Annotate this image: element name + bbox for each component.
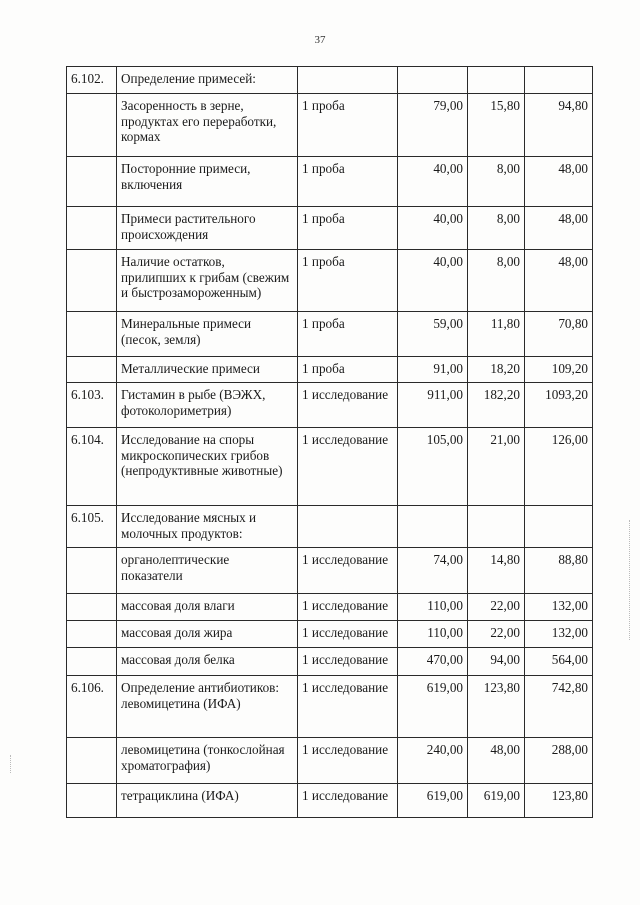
item-price: 619,00 bbox=[398, 784, 468, 818]
item-unit: 1 исследование bbox=[298, 428, 398, 506]
table-row bbox=[67, 207, 593, 250]
item-unit: 1 проба bbox=[298, 357, 398, 383]
table-row bbox=[67, 250, 593, 312]
item-vat: 21,00 bbox=[468, 428, 525, 506]
item-vat: 15,80 bbox=[468, 94, 525, 157]
item-name: Определение примесей: bbox=[117, 67, 298, 94]
item-total: 109,20 bbox=[525, 357, 593, 383]
item-number bbox=[67, 250, 117, 312]
table-row bbox=[67, 67, 593, 94]
item-vat: 22,00 bbox=[468, 594, 525, 621]
item-price: 105,00 bbox=[398, 428, 468, 506]
item-unit: 1 исследование bbox=[298, 383, 398, 428]
item-name: левомицетина (тонкослойная хроматография) bbox=[117, 738, 298, 784]
item-unit: 1 исследование bbox=[298, 738, 398, 784]
item-price: 110,00 bbox=[398, 594, 468, 621]
item-total: 132,00 bbox=[525, 594, 593, 621]
item-number bbox=[67, 312, 117, 357]
item-unit: 1 исследование bbox=[298, 548, 398, 594]
item-number bbox=[67, 648, 117, 676]
item-number: 6.102. bbox=[67, 67, 117, 94]
item-unit: 1 исследование bbox=[298, 784, 398, 818]
item-total: 48,00 bbox=[525, 207, 593, 250]
item-number: 6.105. bbox=[67, 506, 117, 548]
table-row bbox=[67, 676, 593, 738]
item-vat: 182,20 bbox=[468, 383, 525, 428]
item-price: 470,00 bbox=[398, 648, 468, 676]
table-row bbox=[67, 312, 593, 357]
table-row bbox=[67, 94, 593, 157]
item-total: 132,00 bbox=[525, 621, 593, 648]
item-number bbox=[67, 594, 117, 621]
item-number bbox=[67, 621, 117, 648]
item-name: Минеральные примеси (песок, земля) bbox=[117, 312, 298, 357]
item-name: Посторонние примеси, включения bbox=[117, 157, 298, 207]
item-price bbox=[398, 67, 468, 94]
item-total: 48,00 bbox=[525, 157, 593, 207]
item-total: 123,80 bbox=[525, 784, 593, 818]
item-unit bbox=[298, 506, 398, 548]
item-vat: 11,80 bbox=[468, 312, 525, 357]
item-unit: 1 исследование bbox=[298, 676, 398, 738]
item-unit: 1 исследование bbox=[298, 648, 398, 676]
item-vat: 22,00 bbox=[468, 621, 525, 648]
item-price: 91,00 bbox=[398, 357, 468, 383]
item-unit: 1 проба bbox=[298, 250, 398, 312]
item-name: Гистамин в рыбе (ВЭЖХ, фотоколориметрия) bbox=[117, 383, 298, 428]
item-vat: 123,80 bbox=[468, 676, 525, 738]
item-unit: 1 исследование bbox=[298, 594, 398, 621]
item-total bbox=[525, 67, 593, 94]
item-unit: 1 проба bbox=[298, 312, 398, 357]
item-price: 79,00 bbox=[398, 94, 468, 157]
item-name: массовая доля влаги bbox=[117, 594, 298, 621]
table-row bbox=[67, 648, 593, 676]
item-unit: 1 проба bbox=[298, 94, 398, 157]
item-name: Засоренность в зерне, продуктах его переработки, кормах bbox=[117, 94, 298, 157]
item-price: 59,00 bbox=[398, 312, 468, 357]
item-vat: 8,00 bbox=[468, 157, 525, 207]
item-number bbox=[67, 207, 117, 250]
item-name: Примеси растительного происхождения bbox=[117, 207, 298, 250]
item-vat: 14,80 bbox=[468, 548, 525, 594]
item-name: Исследование мясных и молочных продуктов: bbox=[117, 506, 298, 548]
item-total: 564,00 bbox=[525, 648, 593, 676]
item-vat: 8,00 bbox=[468, 250, 525, 312]
item-number: 6.106. bbox=[67, 676, 117, 738]
item-number bbox=[67, 784, 117, 818]
item-name: Наличие остатков, прилипших к грибам (свежим и быстрозамороженным) bbox=[117, 250, 298, 312]
item-vat: 18,20 bbox=[468, 357, 525, 383]
item-total: 88,80 bbox=[525, 548, 593, 594]
item-unit: 1 проба bbox=[298, 207, 398, 250]
item-total: 126,00 bbox=[525, 428, 593, 506]
table-row bbox=[67, 548, 593, 594]
table-row bbox=[67, 428, 593, 506]
item-total: 288,00 bbox=[525, 738, 593, 784]
page-number: 37 bbox=[314, 34, 326, 46]
item-name: тетрациклина (ИФА) bbox=[117, 784, 298, 818]
item-unit: 1 исследование bbox=[298, 621, 398, 648]
item-price: 911,00 bbox=[398, 383, 468, 428]
item-total: 94,80 bbox=[525, 94, 593, 157]
item-price: 110,00 bbox=[398, 621, 468, 648]
item-vat bbox=[468, 506, 525, 548]
price-table-body bbox=[67, 67, 593, 818]
item-price: 40,00 bbox=[398, 250, 468, 312]
item-number bbox=[67, 94, 117, 157]
price-table bbox=[66, 66, 593, 818]
table-row bbox=[67, 784, 593, 818]
item-vat: 94,00 bbox=[468, 648, 525, 676]
item-total: 742,80 bbox=[525, 676, 593, 738]
item-total: 1093,20 bbox=[525, 383, 593, 428]
item-name: Металлические примеси bbox=[117, 357, 298, 383]
item-total: 70,80 bbox=[525, 312, 593, 357]
item-unit: 1 проба bbox=[298, 157, 398, 207]
scan-margin-mark bbox=[629, 520, 631, 640]
item-vat: 619,00 bbox=[468, 784, 525, 818]
item-number bbox=[67, 548, 117, 594]
item-unit bbox=[298, 67, 398, 94]
item-price: 40,00 bbox=[398, 157, 468, 207]
item-total bbox=[525, 506, 593, 548]
item-price: 240,00 bbox=[398, 738, 468, 784]
item-price: 619,00 bbox=[398, 676, 468, 738]
item-vat bbox=[468, 67, 525, 94]
scan-margin-mark bbox=[10, 755, 12, 773]
item-name: Исследование на споры микроскопических грибов (непродуктивные животные) bbox=[117, 428, 298, 506]
item-number bbox=[67, 357, 117, 383]
item-number: 6.103. bbox=[67, 383, 117, 428]
item-vat: 48,00 bbox=[468, 738, 525, 784]
item-number bbox=[67, 738, 117, 784]
item-total: 48,00 bbox=[525, 250, 593, 312]
item-price bbox=[398, 506, 468, 548]
item-price: 40,00 bbox=[398, 207, 468, 250]
item-vat: 8,00 bbox=[468, 207, 525, 250]
table-row bbox=[67, 157, 593, 207]
table-row bbox=[67, 621, 593, 648]
item-price: 74,00 bbox=[398, 548, 468, 594]
item-name: органолептические показатели bbox=[117, 548, 298, 594]
table-row bbox=[67, 738, 593, 784]
item-number bbox=[67, 157, 117, 207]
table-row bbox=[67, 383, 593, 428]
item-name: массовая доля белка bbox=[117, 648, 298, 676]
table-row bbox=[67, 594, 593, 621]
item-name: Определение антибиотиков: левомицетина (ИФА) bbox=[117, 676, 298, 738]
table-row bbox=[67, 506, 593, 548]
item-number: 6.104. bbox=[67, 428, 117, 506]
table-row bbox=[67, 357, 593, 383]
item-name: массовая доля жира bbox=[117, 621, 298, 648]
